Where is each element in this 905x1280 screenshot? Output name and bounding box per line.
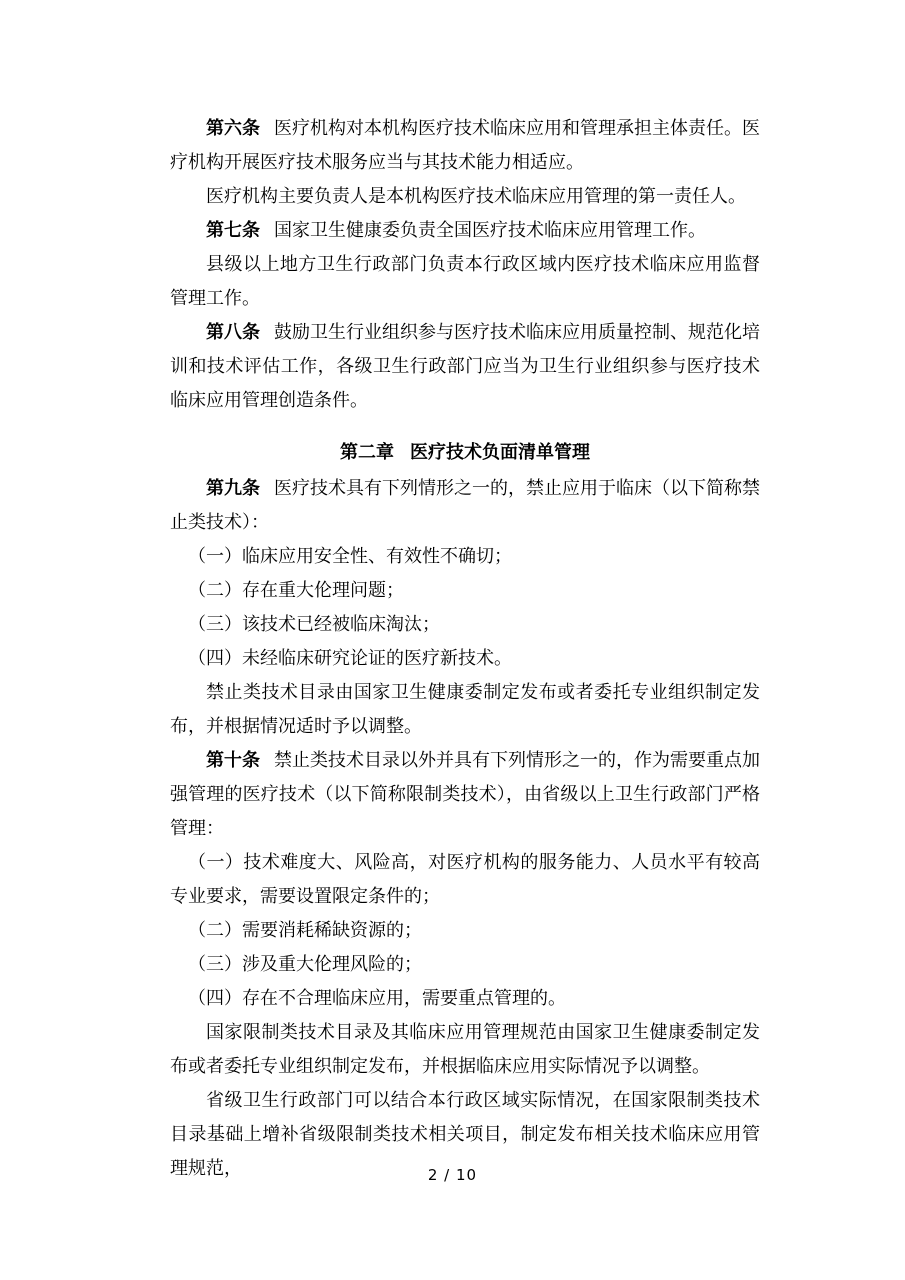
article-text: 鼓励卫生行业组织参与医疗技术临床应用质量控制、规范化培训和技术评估工作，各级卫生行政部门应当为卫生行业组织参与医疗技术临床应用管理创造条件。: [170, 322, 760, 411]
list-item: （四）未经临床研究论证的医疗新技术。: [188, 648, 512, 669]
list-item: （四）存在不合理临床应用，需要重点管理的。: [188, 988, 566, 1009]
list-item: （一）技术难度大、风险高，对医疗机构的服务能力、人员水平有较高专业要求，需要设置限定条件的；: [170, 852, 760, 907]
article-label: 第十条: [206, 750, 260, 771]
article-9: [170, 472, 760, 540]
chapter-heading: [170, 436, 760, 470]
document-body: [170, 112, 760, 1186]
article-6: [170, 112, 760, 180]
article-10: [170, 744, 760, 846]
article-label: 第九条: [206, 478, 260, 499]
list-item: （三）涉及重大伦理风险的；: [188, 954, 422, 975]
list-item: （一）临床应用安全性、有效性不确切；: [188, 546, 512, 567]
chapter-number: 第二章: [340, 442, 394, 463]
article-9-paragraph-2: 禁止类技术目录由国家卫生健康委制定发布或者委托专业组织制定发布，并根据情况适时予以调整。: [170, 682, 760, 737]
chapter-title: 医疗技术负面清单管理: [410, 442, 590, 463]
article-label: 第八条: [206, 322, 260, 343]
article-6-paragraph-2: 医疗机构主要负责人是本机构医疗技术临床应用管理的第一责任人。: [206, 186, 746, 207]
article-10-paragraph-2: 国家限制类技术目录及其临床应用管理规范由国家卫生健康委制定发布或者委托专业组织制定发布，并根据临床应用实际情况予以调整。: [170, 1022, 760, 1077]
article-8: [170, 316, 760, 418]
article-text: 医疗技术具有下列情形之一的，禁止应用于临床（以下简称禁止类技术）：: [170, 478, 760, 533]
article-text: 医疗机构对本机构医疗技术临床应用和管理承担主体责任。医疗机构开展医疗技术服务应当与其技术能力相适应。: [170, 118, 760, 173]
page-number: 2 / 10: [427, 1166, 478, 1184]
article-text: 国家卫生健康委负责全国医疗技术临床应用管理工作。: [274, 220, 706, 241]
article-label: 第七条: [206, 220, 260, 241]
article-10-paragraph-3: 省级卫生行政部门可以结合本行政区域实际情况，在国家限制类技术目录基础上增补省级限制类技术相关项目，制定发布相关技术临床应用管理规范，: [170, 1090, 760, 1179]
list-item: （三）该技术已经被临床淘汰；: [188, 614, 440, 635]
article-7-paragraph-2: 县级以上地方卫生行政部门负责本行政区域内医疗技术临床应用监督管理工作。: [170, 254, 760, 309]
list-item: （二）需要消耗稀缺资源的；: [188, 920, 422, 941]
article-text: 禁止类技术目录以外并具有下列情形之一的，作为需要重点加强管理的医疗技术（以下简称限制类技术），由省级以上卫生行政部门严格管理：: [170, 750, 760, 839]
article-7: [170, 214, 760, 248]
article-label: 第六条: [206, 118, 260, 139]
list-item: （二）存在重大伦理问题；: [188, 580, 404, 601]
